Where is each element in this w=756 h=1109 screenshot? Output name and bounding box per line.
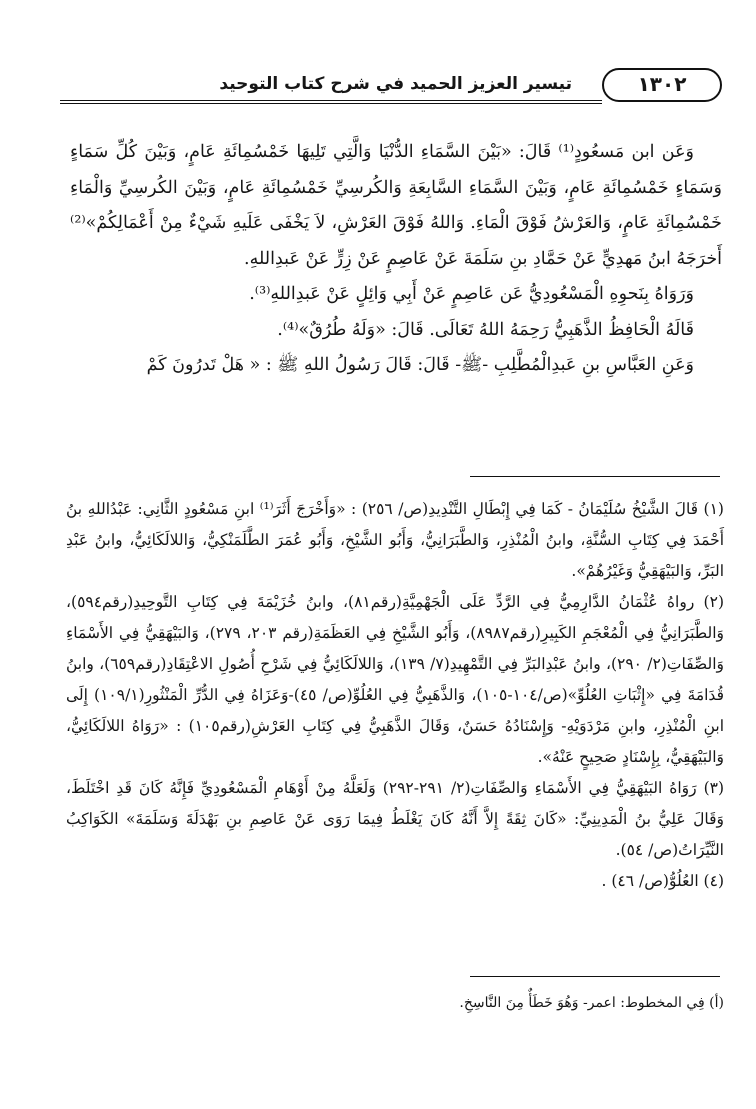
running-header (60, 68, 722, 108)
book-title: تيسير العزيز الحميد في شرح كتاب التوحيد (219, 74, 572, 94)
footnote: (٢) رواهُ عُثْمَانُ الدَّارِمِيُّ فِي الرَّدِّ عَلَى الْجَهْمِيَّةِ(رقم٨١)، وابنُ خُزَيْمَةَ فِي كِتَابِ التَّوحِيدِ(رقم٥٩٤)، وَالطَّبَرَانِيُّ فِي الْمُعْجَمِ الكَبِيرِ(رقم٨٩٨٧)، وَأَبُو الشَّيْخِ فِي العَظَمَةِ(رقم ٢٠٣، ٢٧٩)، وَالبَيْهَقِيُّ فِي الأَسْمَاءِ وَالصِّفَاتِ(٢/ ٢٩٠)، وابنُ عَبْدِالبَرِّ فِي التَّمْهِيدِ(٧/ ١٣٩)، وَاللالَكَائِيُّ فِي شَرْحِ أُصُولِ الاعْتِقَادِ(رقم٦٥٩)، وابنُ قُدَامَةَ فِي «إِثْبَاتِ العُلُوِّ»(ص/١٠٤-١٠٥)، وَالذَّهَبِيُّ فِي العُلُوِّ(ص/ ٤٥)-وَعَزَاهُ فِي الدُّرِّ الْمَنْثُورِ(١٠٩/١) إِلَى ابنِ الْمُنْذِرِ، وابنِ مَرْدَوَيْهِ- وَإِسْنَادُهُ حَسَنٌ، وَقَالَ الذَّهَبِيُّ فِي كِتَابِ العَرْشِ(رقم١٠٥) : «رَوَاهُ اللالَكَائِيُّ، وَالبَيْهَقِيُّ، بِإِسْنَادٍ صَحِيحٍ عَنْهُ». (66, 593, 724, 766)
footnote: (٣) رَوَاهُ البَيْهَقِيُّ فِي الأَسْمَاءِ وَالصِّفَاتِ(٢/ ٢٩١-٢٩٢) وَلَعَلَّهُ مِنْ أَوْهَامِ الْمَسْعُودِيِّ فَإِنَّهُ كَانَ قَدِ اخْتَلَطَ، وَقَالَ عَلِيُّ بنُ الْمَدِينِيِّ: «كَانَ ثِقَةً إِلاَّ أَنَّهُ كَانَ يَغْلَطُ فِيمَا رَوَى عَنْ عَاصِمِ بنِ بَهْدَلَةَ وَسَلَمَةَ» الكَوَاكِبُ النَّيِّرَاتُ(ص/ ٥٤). (66, 779, 725, 859)
body-paragraph: قَالَهُ الْحَافِظُ الذَّهَبِيُّ رَحِمَهُ اللهُ تَعَالَى. قَالَ: «وَلَهُ طُرُقٌ»⁽⁴⁾. (277, 319, 694, 340)
editorial-note: (أ) فِي المخطوط: اعمر- وَهُوَ خَطَأٌ مِنَ النَّاسِخِ. (459, 995, 724, 1011)
editorial-separator (470, 976, 720, 977)
header-rule-double (60, 103, 602, 104)
main-text (70, 135, 722, 384)
footnotes (66, 494, 724, 897)
footnote-separator (470, 476, 720, 477)
body-paragraph: وَرَوَاهُ بِنَحوِهِ الْمَسْعُودِيُّ عَن عَاصِمٍ عَنْ أَبِي وَائِلٍ عَنْ عَبدِاللهِ⁽³⁾. (249, 284, 694, 304)
footnote: (١) قَالَ الشَّيْخُ سُلَيْمَانُ - كَمَا فِي إِبْطَالِ التَّنْدِيدِ(ص/ ٢٥٦) : «وَأَخْرَجَ أَثَرَ⁽¹⁾ ابنِ مَسْعُودٍ الثَّانِي: عَبْدُاللهِ بنُ أَحْمَدَ فِي كِتَابِ السُّنَّةِ، وابنُ الْمُنْذِرِ، وَالطَّبَرَانِيُّ، وَأَبُو الشَّيْخِ، وَأَبُو عُمَرَ الطَّلَمَنْكِيُّ، وَاللالَكَائِيُّ، وابنُ عَبْدِ البَرِّ، وَالبَيْهَقِيُّ وَغَيْرُهُمْ». (66, 500, 724, 580)
page-number-badge: ١٣٠٢ (602, 68, 722, 102)
body-paragraph: وَعَن ابن مَسعُودٍ⁽¹⁾ قَالَ: «بَيْنَ السَّمَاءِ الدُّنْيَا وَالَّتِي تَلِيهَا خَمْسُمِائَةِ عَامٍ، وَبَيْنَ كُلِّ سَمَاءٍ وَسَمَاءٍ خَمْسُمِائَةِ عَامٍ، وَبَيْنَ السَّمَاءِ السَّابِعَةِ وَالكُرسِيِّ خَمْسُمِائَةِ عَامٍ، وَبَيْنَ الكُرسِيِّ وَالْمَاءِ خَمْسُمِائَةِ عَامٍ، وَالعَرْشُ فَوْقَ الْمَاءِ. وَاللهُ فَوْقَ العَرْشِ، لاَ يَخْفَى عَلَيهِ شَيْءٌ مِنْ أَعْمَالِكُمْ»⁽²⁾ أَخرَجَهُ ابنُ مَهدِيٍّ عَنْ حَمَّادِ بنِ سَلَمَةَ عَنْ عَاصِمٍ عَنْ زِرٍّ عَنْ عَبدِاللهِ. (70, 142, 722, 269)
footnote: (٤) العُلُوُّ(ص/ ٤٦) . (601, 872, 724, 890)
header-rule (60, 100, 602, 101)
body-paragraph: وَعَنِ العَبَّاسِ بنِ عَبدِالْمُطَّلِبِ -ﷺ- قَالَ: قَالَ رَسُولُ اللهِ ﷺ : « هَلْ تَدرُونَ كَمْ (146, 355, 694, 375)
